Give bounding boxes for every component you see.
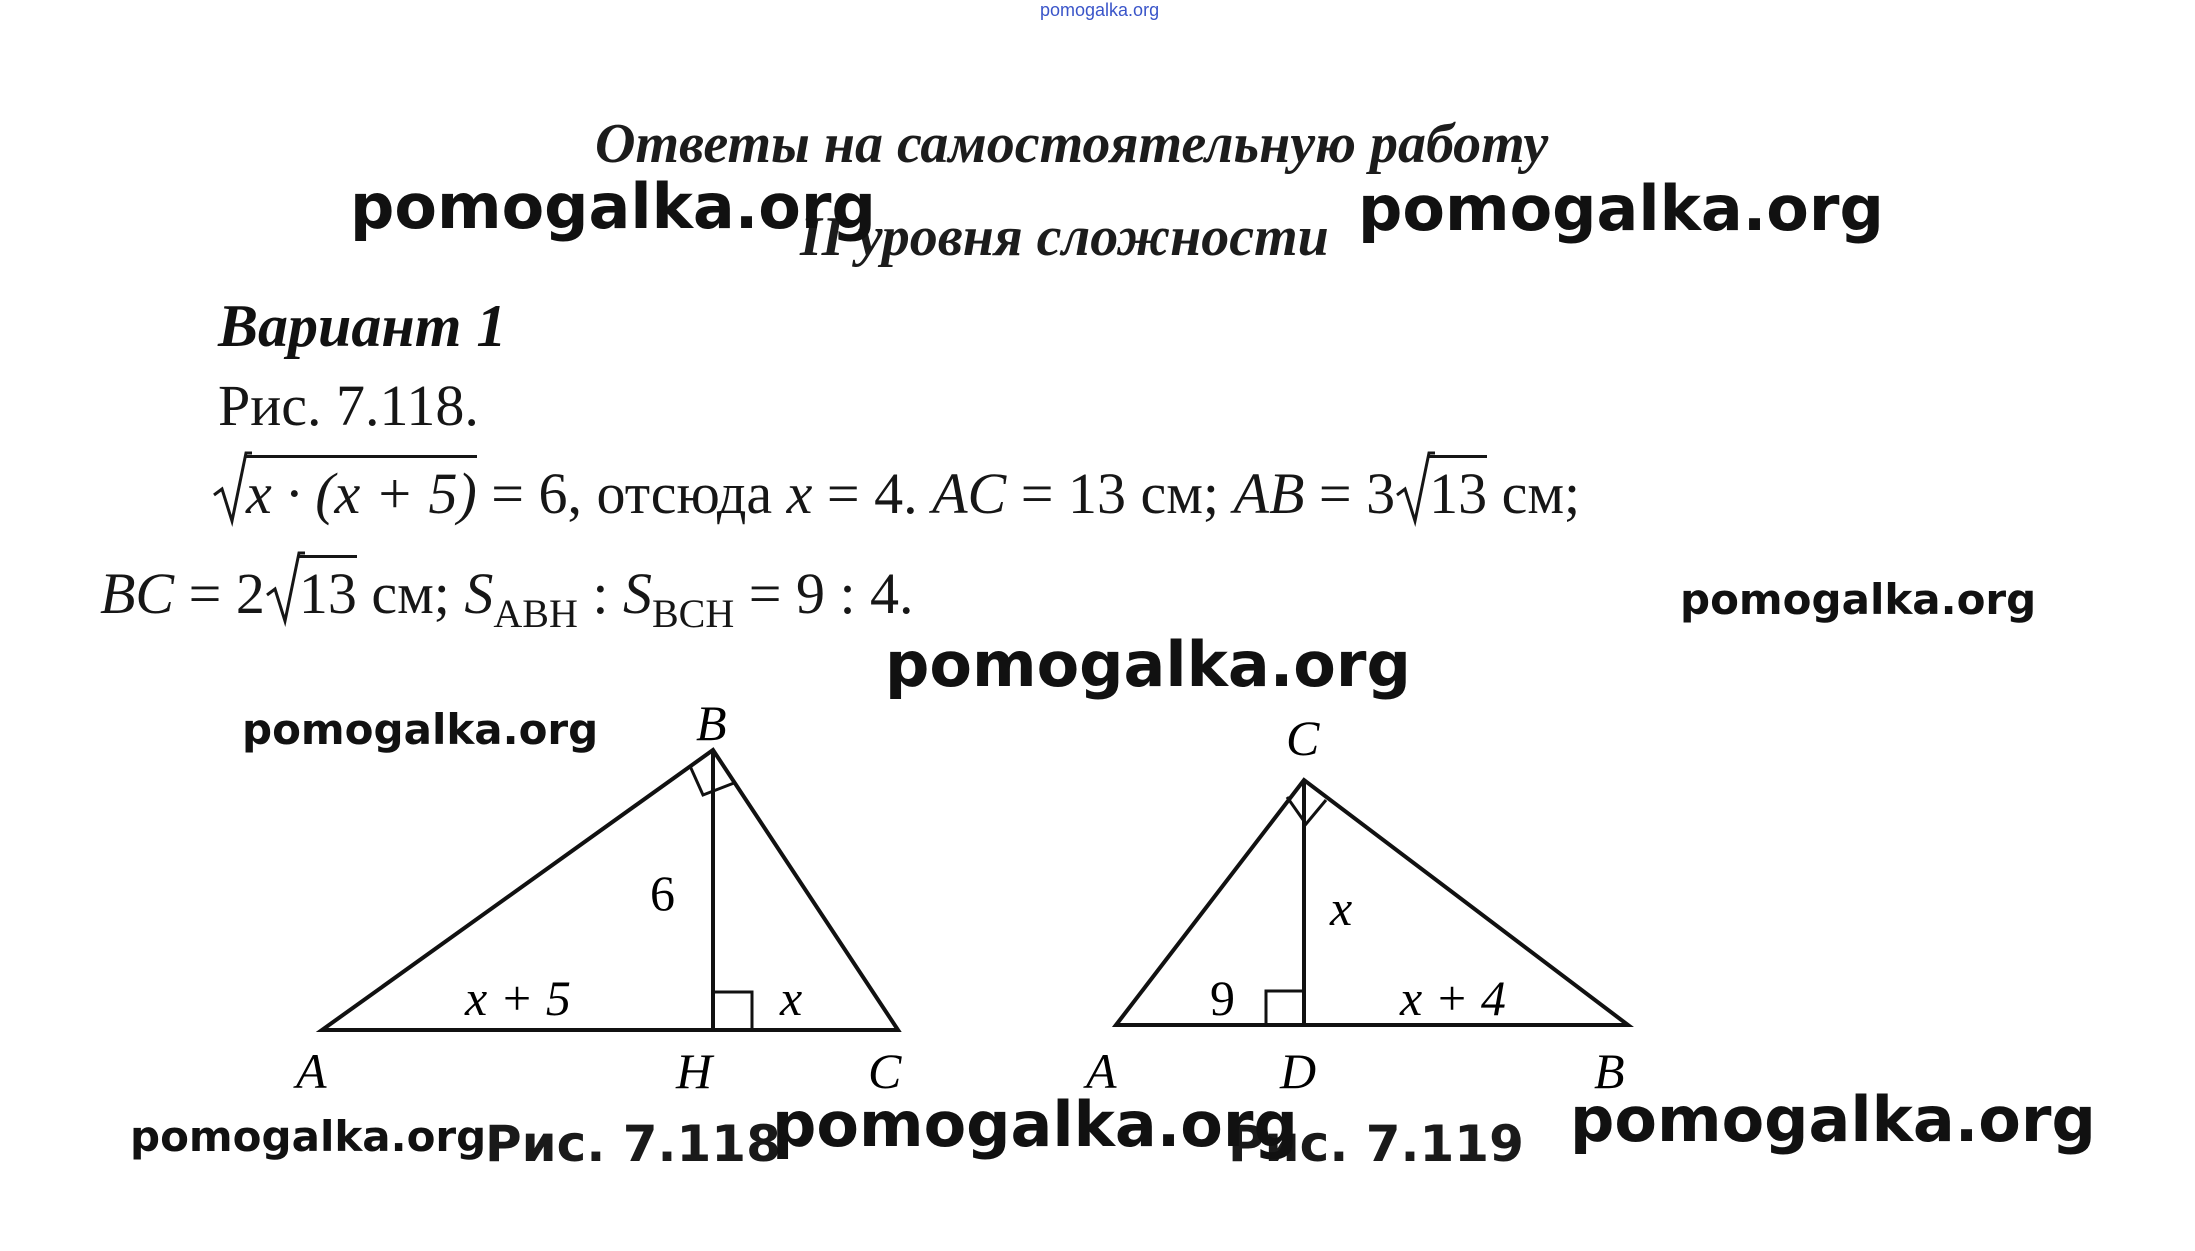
area-s2: S (622, 561, 652, 626)
label-h: H (676, 1043, 713, 1099)
right-angle-mark-h (713, 992, 752, 1030)
watermark: pomogalka.org (1570, 1083, 2096, 1156)
watermark: pomogalka.org (242, 705, 599, 754)
variant-heading: Вариант 1 (218, 293, 507, 359)
segment-bc-value: = 2 (174, 561, 265, 626)
ratio-separator: : (577, 561, 623, 626)
triangle-abc (322, 750, 898, 1030)
caption-figure-7-118: Рис. 7.118 (485, 1115, 781, 1173)
figure-7-118 (293, 695, 902, 1099)
label-d: D (1280, 1043, 1317, 1099)
watermark: pomogalka.org (1358, 172, 1884, 245)
equation-rest: = 6, отсюда (476, 461, 787, 526)
area-s1-subscript: ABH (493, 591, 578, 636)
area-s1: S (464, 561, 494, 626)
watermark: pomogalka.org (772, 1088, 1298, 1161)
x-variable: x (786, 461, 813, 526)
watermark: pomogalka.org (885, 628, 1411, 701)
label-9: 9 (1210, 970, 1235, 1026)
segment-ab: AB (1233, 461, 1305, 526)
label-c: C (868, 1043, 902, 1099)
title-line-2: II уровня сложности (800, 206, 1329, 268)
label-x-plus-5: x + 5 (465, 970, 571, 1026)
watermark: pomogalka.org (1680, 575, 2037, 624)
segment-ac: AC (932, 461, 1007, 526)
right-angle-mark-c (1287, 797, 1326, 824)
header-watermark: pomogalka.org (1040, 0, 1160, 20)
right-angle-mark-d (1266, 991, 1304, 1025)
segment-ac-value: = 13 см; (1006, 461, 1234, 526)
title-line-1: Ответы на самостоятельную работу (595, 113, 1549, 175)
ratio-value: = 9 : 4. (734, 561, 914, 626)
radical-ab-value: 13 (1429, 455, 1487, 527)
radical-expression: x · (x + 5) (246, 455, 477, 527)
label-x: x (780, 970, 803, 1026)
radical-bc-value: 13 (299, 555, 357, 627)
triangle-acb (1116, 780, 1628, 1025)
figure-7-119 (1083, 710, 1628, 1099)
x-value: = 4. (812, 461, 933, 526)
watermark: pomogalka.org (350, 170, 876, 243)
label-height-6: 6 (650, 865, 675, 921)
label-b2: B (1594, 1043, 1625, 1099)
label-x-plus-4: x + 4 (1400, 970, 1506, 1026)
label-a2: A (1086, 1043, 1117, 1099)
segment-bc-unit: см; (356, 561, 465, 626)
label-a: A (296, 1043, 327, 1099)
segment-ab-value: = 3 (1304, 461, 1396, 526)
watermark: pomogalka.org (130, 1112, 487, 1161)
label-b: B (696, 695, 727, 751)
figure-reference: Рис. 7.118. (218, 373, 479, 438)
label-c2: C (1286, 710, 1320, 766)
segment-bc: BC (100, 561, 175, 626)
caption-figure-7-119: Рис. 7.119 (1228, 1115, 1524, 1173)
area-s2-subscript: BCH (651, 591, 735, 636)
segment-ab-unit: см; (1487, 461, 1581, 526)
label-height-x: x (1330, 880, 1353, 936)
